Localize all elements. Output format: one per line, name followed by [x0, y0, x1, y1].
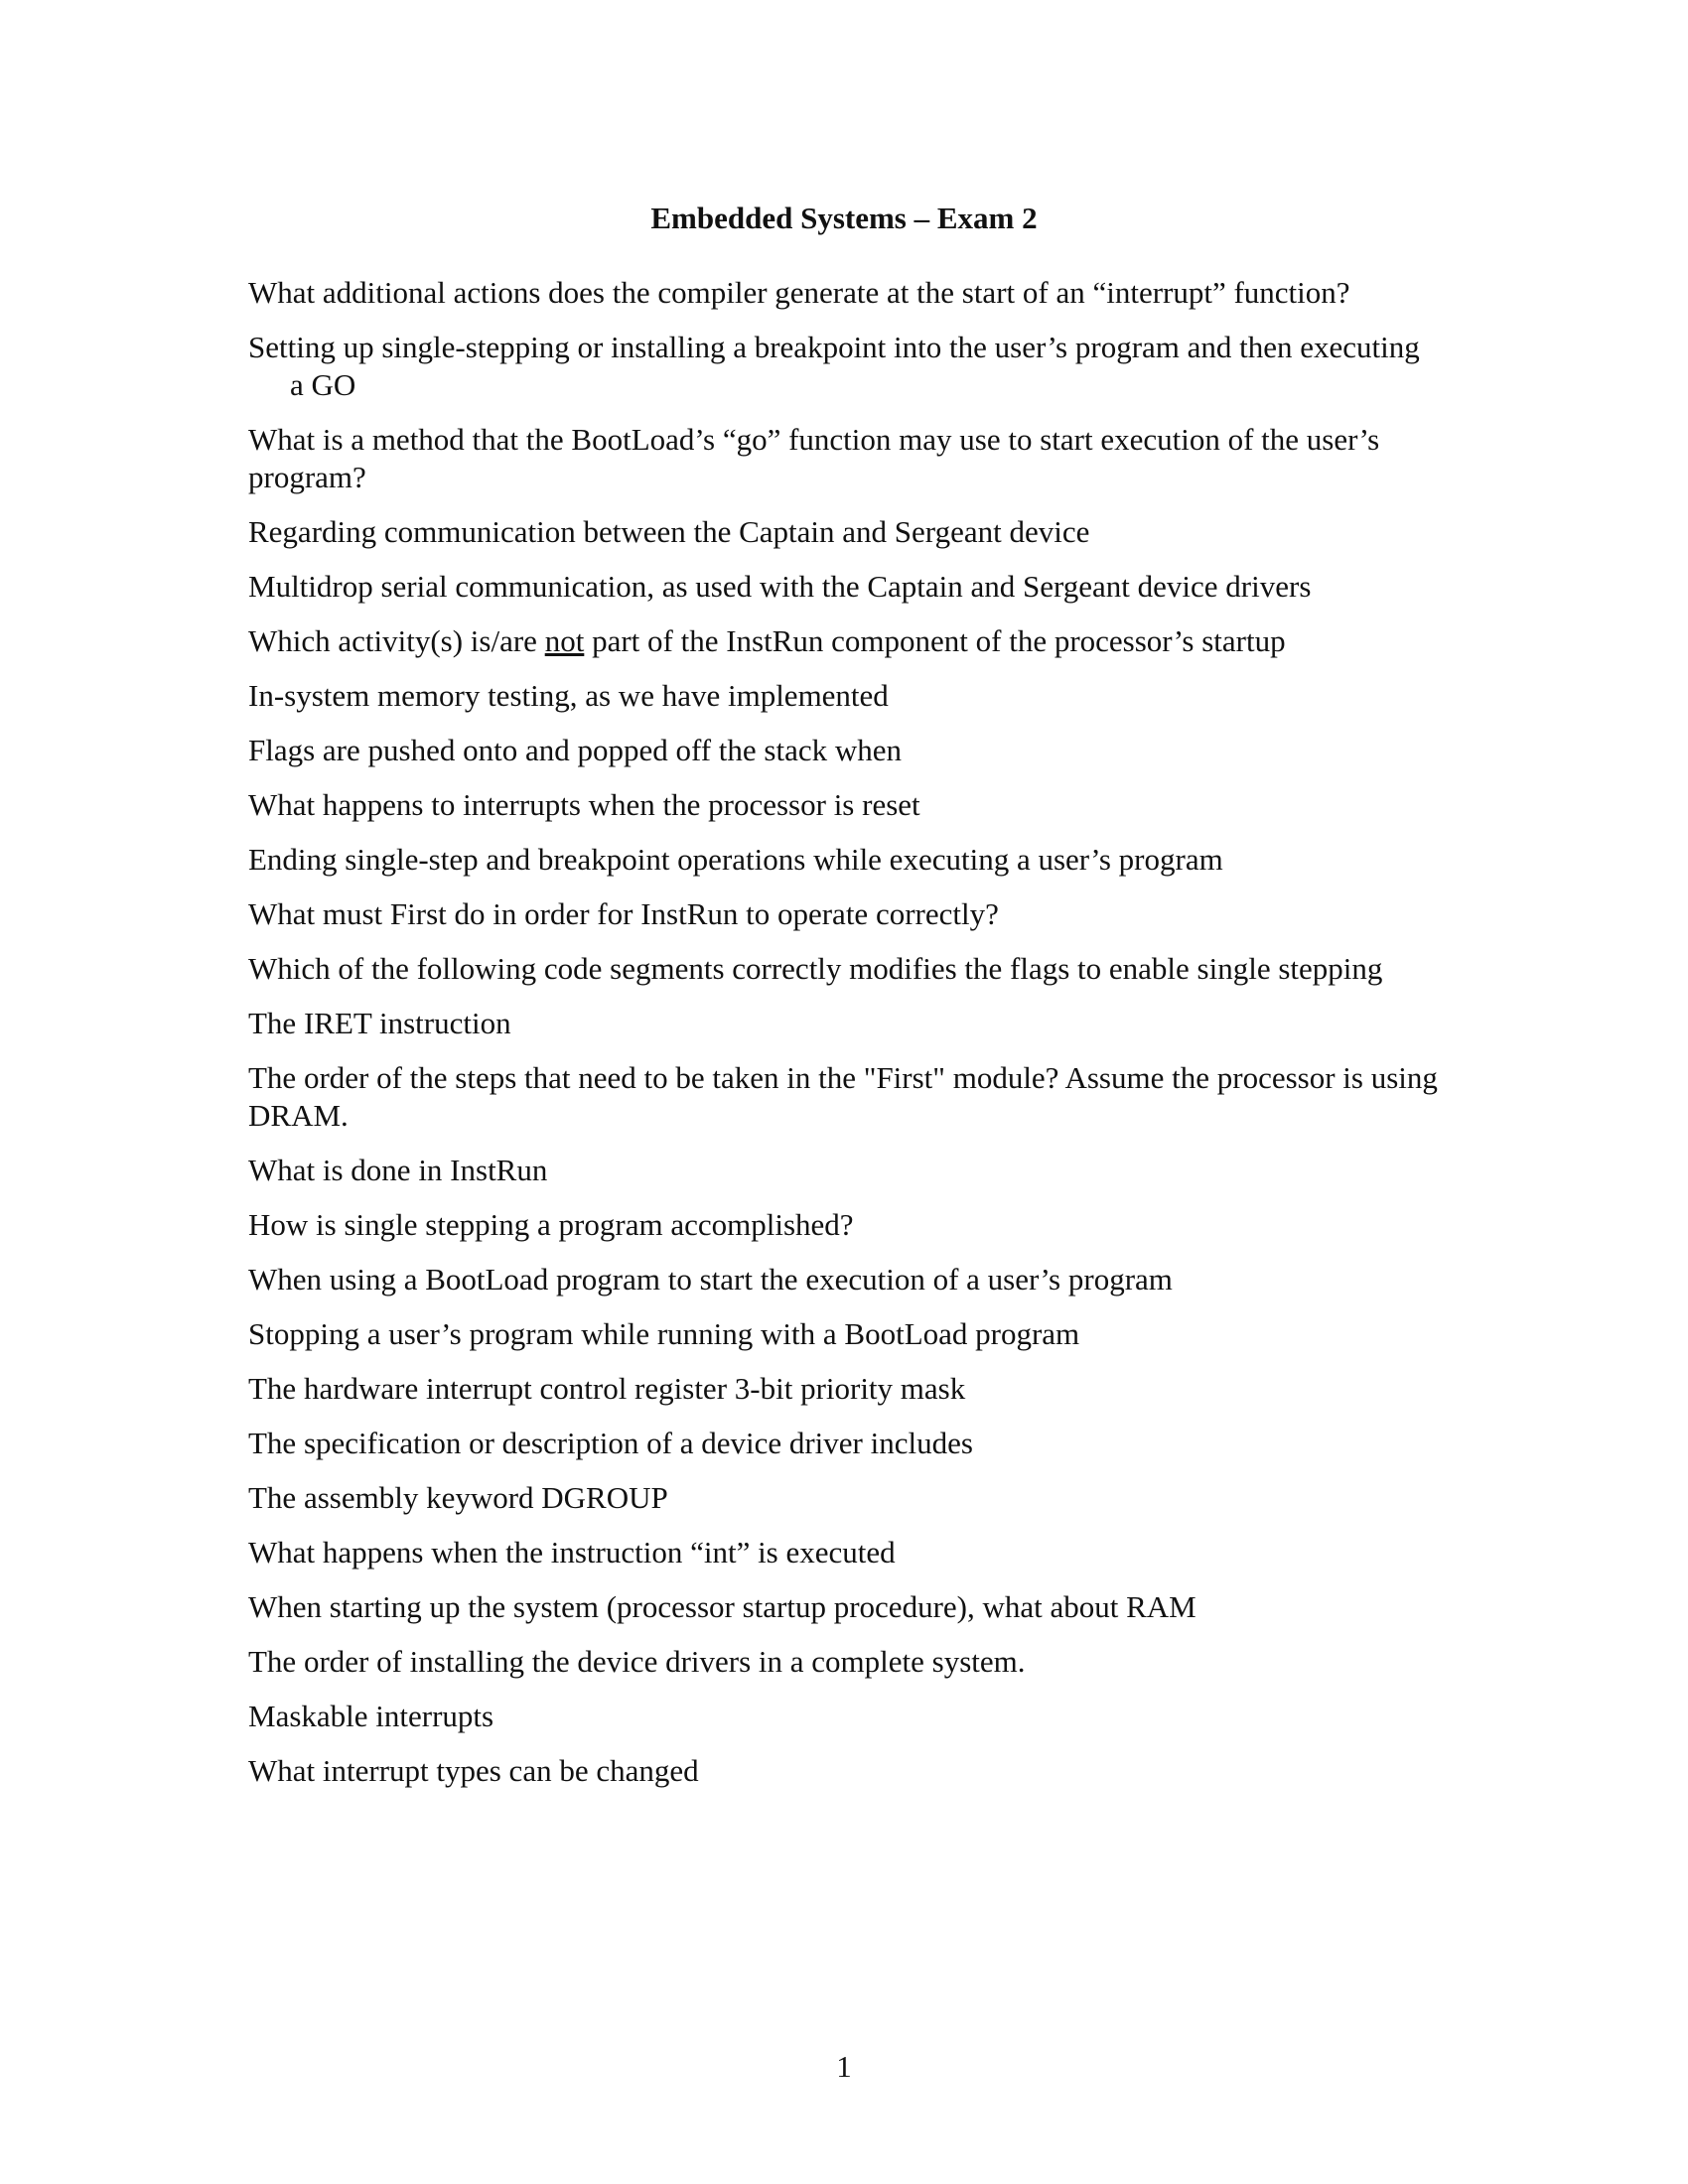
question-item: The IRET instruction: [248, 1006, 511, 1040]
question-item: How is single stepping a program accomplished?: [248, 1207, 854, 1242]
question-item: The assembly keyword DGROUP: [248, 1480, 668, 1515]
underlined-emphasis: not: [544, 623, 585, 658]
question-item: The order of the steps that need to be taken in the "First" module? Assume the processor is using DRAM.: [248, 1060, 1438, 1133]
question-list: [248, 274, 1440, 1807]
question-item: Which of the following code segments correctly modifies the flags to enable single stepping: [248, 951, 1383, 986]
question-item: In-system memory testing, as we have implemented: [248, 678, 889, 713]
question-item: Setting up single-stepping or installing a breakpoint into the user’s program and then executing a GO: [248, 330, 1420, 402]
question-item: Multidrop serial communication, as used with the Captain and Sergeant device drivers: [248, 569, 1312, 604]
question-item: The hardware interrupt control register 3-bit priority mask: [248, 1371, 966, 1406]
question-item: When using a BootLoad program to start the execution of a user’s program: [248, 1262, 1173, 1297]
question-item: The order of installing the device drivers in a complete system.: [248, 1644, 1026, 1679]
page-number: 1: [836, 2049, 852, 2084]
page-title: Embedded Systems – Exam 2: [650, 201, 1038, 235]
question-item: What happens when the instruction “int” is executed: [248, 1535, 896, 1570]
question-item: What happens to interrupts when the processor is reset: [248, 787, 920, 822]
question-item: Maskable interrupts: [248, 1699, 494, 1733]
question-item: Regarding communication between the Captain and Sergeant device: [248, 514, 1090, 549]
question-text-after: part of the InstRun component of the processor’s startup: [584, 623, 1286, 658]
question-item: What additional actions does the compiler generate at the start of an “interrupt” function?: [248, 275, 1350, 310]
question-item: Ending single-step and breakpoint operations while executing a user’s program: [248, 842, 1223, 877]
question-text-before: Which activity(s) is/are: [248, 623, 545, 658]
question-item: Flags are pushed onto and popped off the stack when: [248, 733, 903, 767]
question-item: The specification or description of a device driver includes: [248, 1426, 973, 1460]
question-item: [248, 622, 1440, 660]
question-item: What is done in InstRun: [248, 1153, 548, 1187]
question-item: What interrupt types can be changed: [248, 1753, 699, 1788]
question-item: What is a method that the BootLoad’s “go” function may use to start execution of the user’s program?: [248, 422, 1380, 494]
question-item: When starting up the system (processor startup procedure), what about RAM: [248, 1589, 1196, 1624]
question-item: Stopping a user’s program while running with a BootLoad program: [248, 1316, 1080, 1351]
question-item: What must First do in order for InstRun to operate correctly?: [248, 896, 999, 931]
